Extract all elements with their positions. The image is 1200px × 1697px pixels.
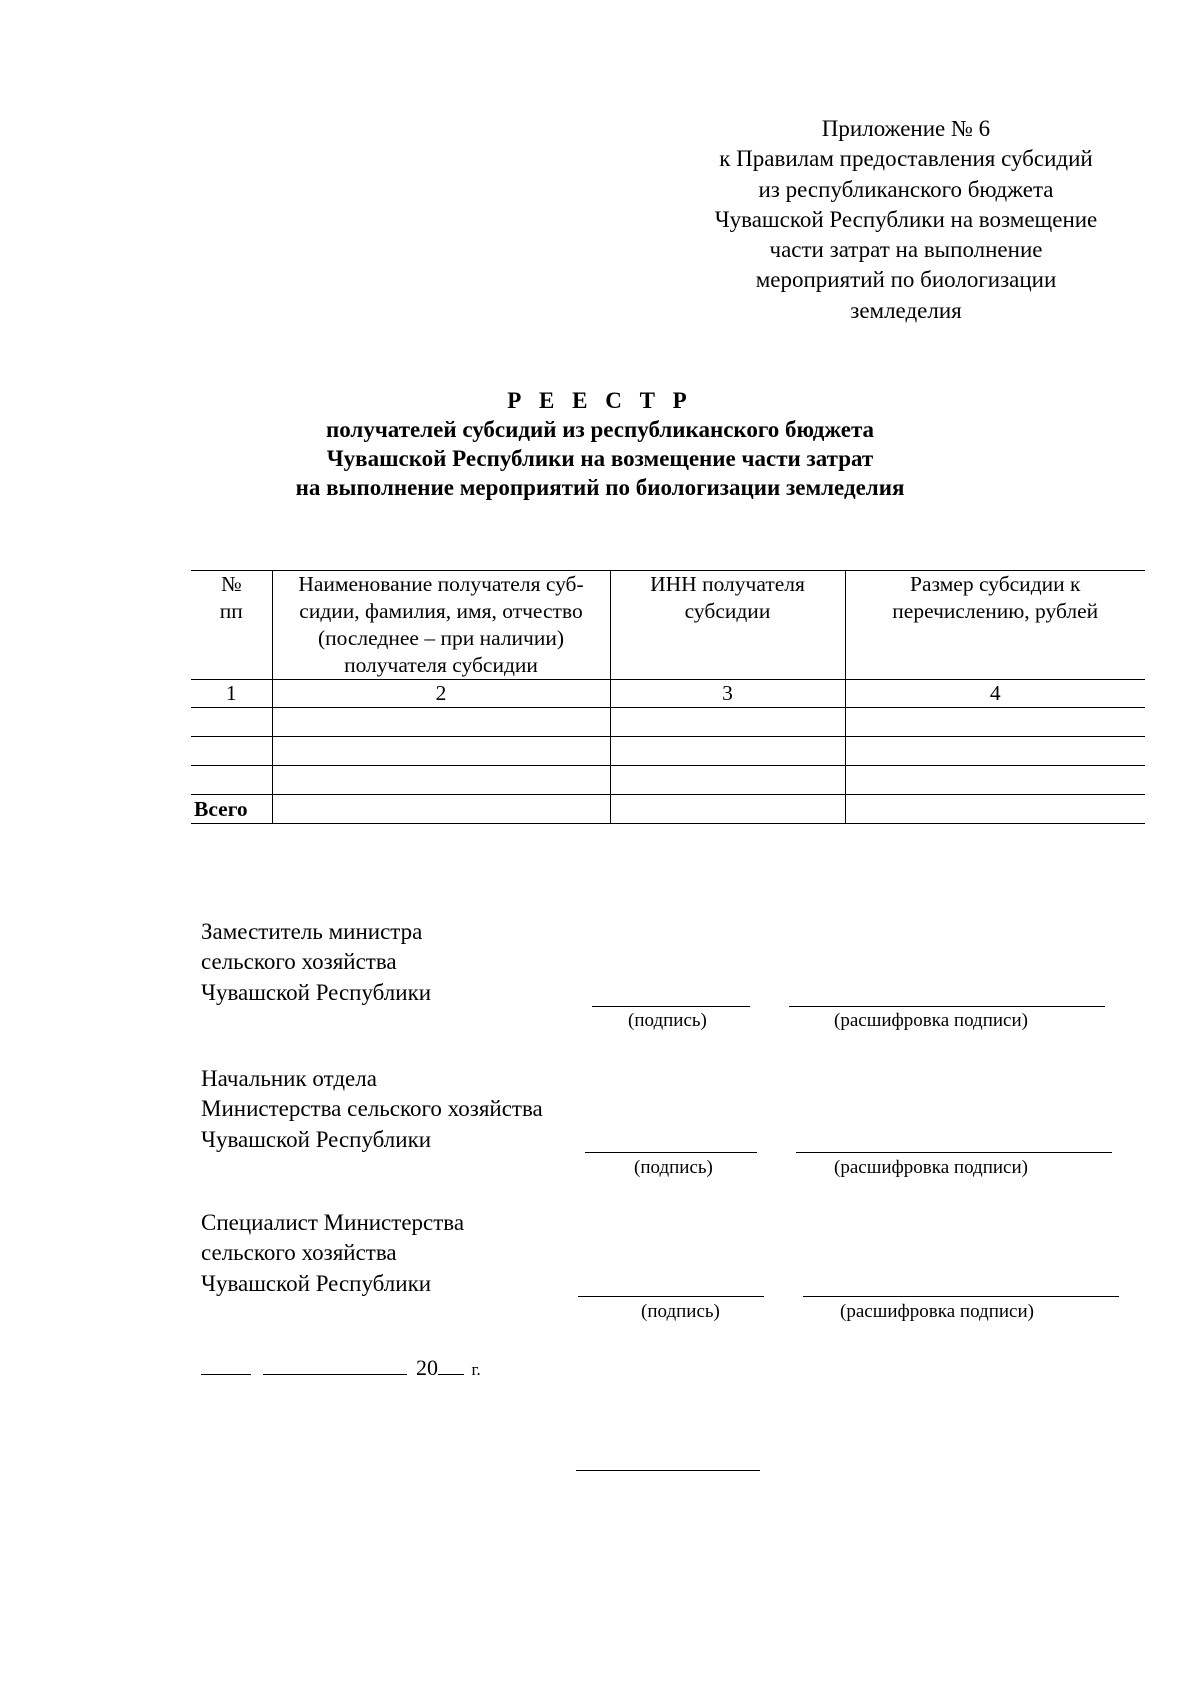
table-cell[interactable] [272,766,610,795]
signature-decode-caption: (расшифровка подписи) [834,1157,1028,1178]
column-number: 3 [610,680,845,708]
table-cell[interactable] [845,766,1145,795]
signature-decode-line[interactable] [803,1296,1119,1297]
appendix-number: Приложение № 6 [821,116,991,141]
table-cell[interactable] [191,708,272,737]
table-cell[interactable] [610,795,845,824]
header-number: № пп [191,571,272,680]
table-cell[interactable] [845,708,1145,737]
total-label: Всего [191,795,272,824]
header-inn: ИНН получателя субсидии [610,571,845,680]
table-header-row [191,571,1145,680]
total-row [191,795,1145,824]
title-line: получателей субсидий из республиканского бюджета [325,417,875,442]
date-year-suffix: г. [471,1360,481,1379]
date-field [201,1354,481,1381]
column-number: 2 [272,680,610,708]
table-cell[interactable] [845,737,1145,766]
header-subsidy-amount: Размер субсидии к перечислению, рублей [845,571,1145,680]
date-month-blank[interactable] [263,1354,407,1375]
title-line: Чувашской Республики на возмещение части затрат [326,446,874,471]
table-row [191,737,1145,766]
table-cell[interactable] [272,708,610,737]
signature-caption: (подпись) [628,1010,707,1031]
signature-decode-caption: (расшифровка подписи) [840,1301,1034,1322]
table-cell[interactable] [845,795,1145,824]
appendix-line: Чувашской Республики на возмещение [714,206,1098,232]
signature-line[interactable] [578,1296,764,1297]
document-title [150,386,1050,502]
signature-line[interactable] [592,1006,750,1007]
table-cell[interactable] [610,766,845,795]
appendix-line: части затрат на выполнение [769,237,1043,263]
table-row [191,766,1145,795]
signature-decode-line[interactable] [789,1006,1105,1007]
column-numbers-row [191,680,1145,708]
signatory-deputy-minister: Заместитель министра сельского хозяйства Чувашской Республики [201,919,432,1005]
signatory-ministry-specialist: Специалист Министерства сельского хозяйства Чувашской Республики [201,1210,465,1296]
signature-line[interactable] [585,1152,757,1153]
appendix-line: к Правилам предоставления субсидий [719,146,1093,172]
date-day-blank[interactable] [201,1354,251,1375]
signature-decode-caption: (расшифровка подписи) [834,1010,1028,1031]
appendix-line: мероприятий по биологизации [755,267,1057,293]
table-cell[interactable] [610,708,845,737]
column-number: 1 [191,680,272,708]
signature-caption: (подпись) [634,1157,713,1178]
table-cell[interactable] [191,737,272,766]
signatory-department-head: Начальник отдела Министерства сельского хозяйства Чувашской Республики [201,1066,543,1152]
table-cell[interactable] [610,737,845,766]
appendix-header [670,114,1142,326]
title-heading: Р Е Е С Т Р [507,388,693,413]
closing-separator-line [576,1470,760,1471]
signature-caption: (подпись) [641,1301,720,1322]
table-row [191,708,1145,737]
appendix-line: из республиканского бюджета [758,176,1054,202]
column-number: 4 [845,680,1145,708]
table-cell[interactable] [272,795,610,824]
table-cell[interactable] [191,766,272,795]
appendix-line: земледелия [850,297,962,323]
table-cell[interactable] [272,737,610,766]
registry-table [191,570,1145,824]
date-year-prefix: 20 [416,1355,438,1380]
signature-decode-line[interactable] [796,1152,1112,1153]
date-year-blank[interactable] [438,1354,464,1375]
header-recipient-name: Наименование получателя суб- сидии, фамилия, имя, отчество (последнее – при наличии) получателя субсидии [272,571,610,680]
title-line: на выполнение мероприятий по биологизации земледелия [295,475,905,500]
